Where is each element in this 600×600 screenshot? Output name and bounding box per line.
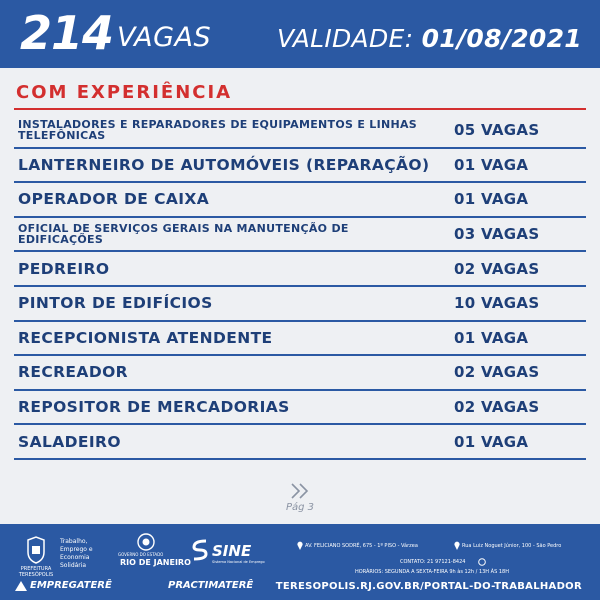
job-title: OFICIAL DE SERVIÇOS GERAIS NA MANUTENÇÃO DE EDIFICAÇÕES xyxy=(18,222,349,247)
sine-label: SINE xyxy=(212,542,252,560)
portal-url[interactable]: TERESOPOLIS.RJ.GOV.BR/PORTAL-DO-TRABALHADOR xyxy=(275,581,582,592)
job-list xyxy=(14,114,586,460)
city-crest-icon xyxy=(26,536,46,564)
job-title: SALADEIRO xyxy=(18,432,121,451)
state-gov-label: GOVERNO DO ESTADO xyxy=(118,552,164,557)
prefeitura-label: PREFEITURA TERESÓPOLIS xyxy=(18,566,54,578)
address-secondary: Rua Luiz Noguet Júnior, 100 - São Pedro xyxy=(462,543,562,549)
validity-date: 01/08/2021 xyxy=(421,24,582,53)
footer xyxy=(0,524,600,600)
job-title: RECEPCIONISTA ATENDENTE xyxy=(18,328,273,347)
vacancy-count: 214 xyxy=(20,6,114,60)
validity xyxy=(277,24,582,54)
header xyxy=(0,0,600,68)
location-pin-icon xyxy=(297,541,303,550)
validity-label: VALIDADE: xyxy=(276,24,414,53)
job-vacancies: 10 VAGAS xyxy=(454,294,540,313)
contact-phone: CONTATO: 21 97121-8424 xyxy=(400,559,466,565)
job-row xyxy=(14,356,586,391)
secretaria-label: Trabalho, Emprego e Economia Solidária xyxy=(60,538,93,569)
sine-subtitle: Sistema Nacional de Emprego xyxy=(212,560,265,564)
job-vacancies: 01 VAGA xyxy=(454,432,529,451)
job-row xyxy=(14,183,586,218)
job-title: PEDREIRO xyxy=(18,259,110,278)
practimatere-brand: PRACTIMATERÊ xyxy=(168,580,254,591)
job-title: INSTALADORES E REPARADORES DE EQUIPAMENTOS E LINHAS TELEFÔNICAS xyxy=(18,118,418,143)
double-chevron-right-icon[interactable] xyxy=(289,482,311,500)
job-title: LANTERNEIRO DE AUTOMÓVEIS (REPARAÇÃO) xyxy=(18,155,430,174)
job-title: REPOSITOR DE MERCADORIAS xyxy=(18,398,290,417)
job-list-card xyxy=(0,68,600,524)
job-vacancies: 01 VAGA xyxy=(454,328,529,347)
location-pin-icon xyxy=(454,541,460,550)
job-vacancies: 02 VAGAS xyxy=(454,259,540,278)
address-primary: AV. FELICIANO SODRÉ, 675 - 1º PISO - Várzea xyxy=(305,543,418,549)
empregatere-brand: EMPREGATERÊ xyxy=(30,580,112,591)
job-row xyxy=(14,322,586,357)
empregatere-icon xyxy=(14,580,28,592)
state-seal-icon xyxy=(136,532,156,552)
job-vacancies: 03 VAGAS xyxy=(454,225,540,244)
pager xyxy=(0,482,600,513)
job-row xyxy=(14,114,586,149)
section-title: COM EXPERIÊNCIA xyxy=(16,82,233,103)
job-row xyxy=(14,252,586,287)
page-number: Pág 3 xyxy=(285,502,315,513)
job-row xyxy=(14,391,586,426)
office-hours: HORÁRIOS: SEGUNDA A SEXTA-FEIRA 9h às 12h / 13H ÀS 18H xyxy=(355,569,509,575)
job-vacancies: 02 VAGAS xyxy=(454,363,540,382)
job-row xyxy=(14,149,586,184)
sine-logo-icon xyxy=(190,538,210,562)
whatsapp-icon xyxy=(478,558,486,566)
job-row xyxy=(14,287,586,322)
job-row xyxy=(14,218,586,253)
job-vacancies: 01 VAGA xyxy=(454,190,529,209)
job-vacancies: 01 VAGA xyxy=(454,155,529,174)
section-divider xyxy=(14,108,586,110)
vacancy-count-label: VAGAS xyxy=(117,22,212,53)
job-row xyxy=(14,425,586,460)
job-vacancies: 05 VAGAS xyxy=(454,121,540,140)
job-title: RECREADOR xyxy=(18,363,128,382)
job-vacancies: 02 VAGAS xyxy=(454,398,540,417)
job-title: OPERADOR DE CAIXA xyxy=(18,190,210,209)
state-name-label: RIO DE JANEIRO xyxy=(120,558,191,567)
job-title: PINTOR DE EDIFÍCIOS xyxy=(18,294,213,313)
